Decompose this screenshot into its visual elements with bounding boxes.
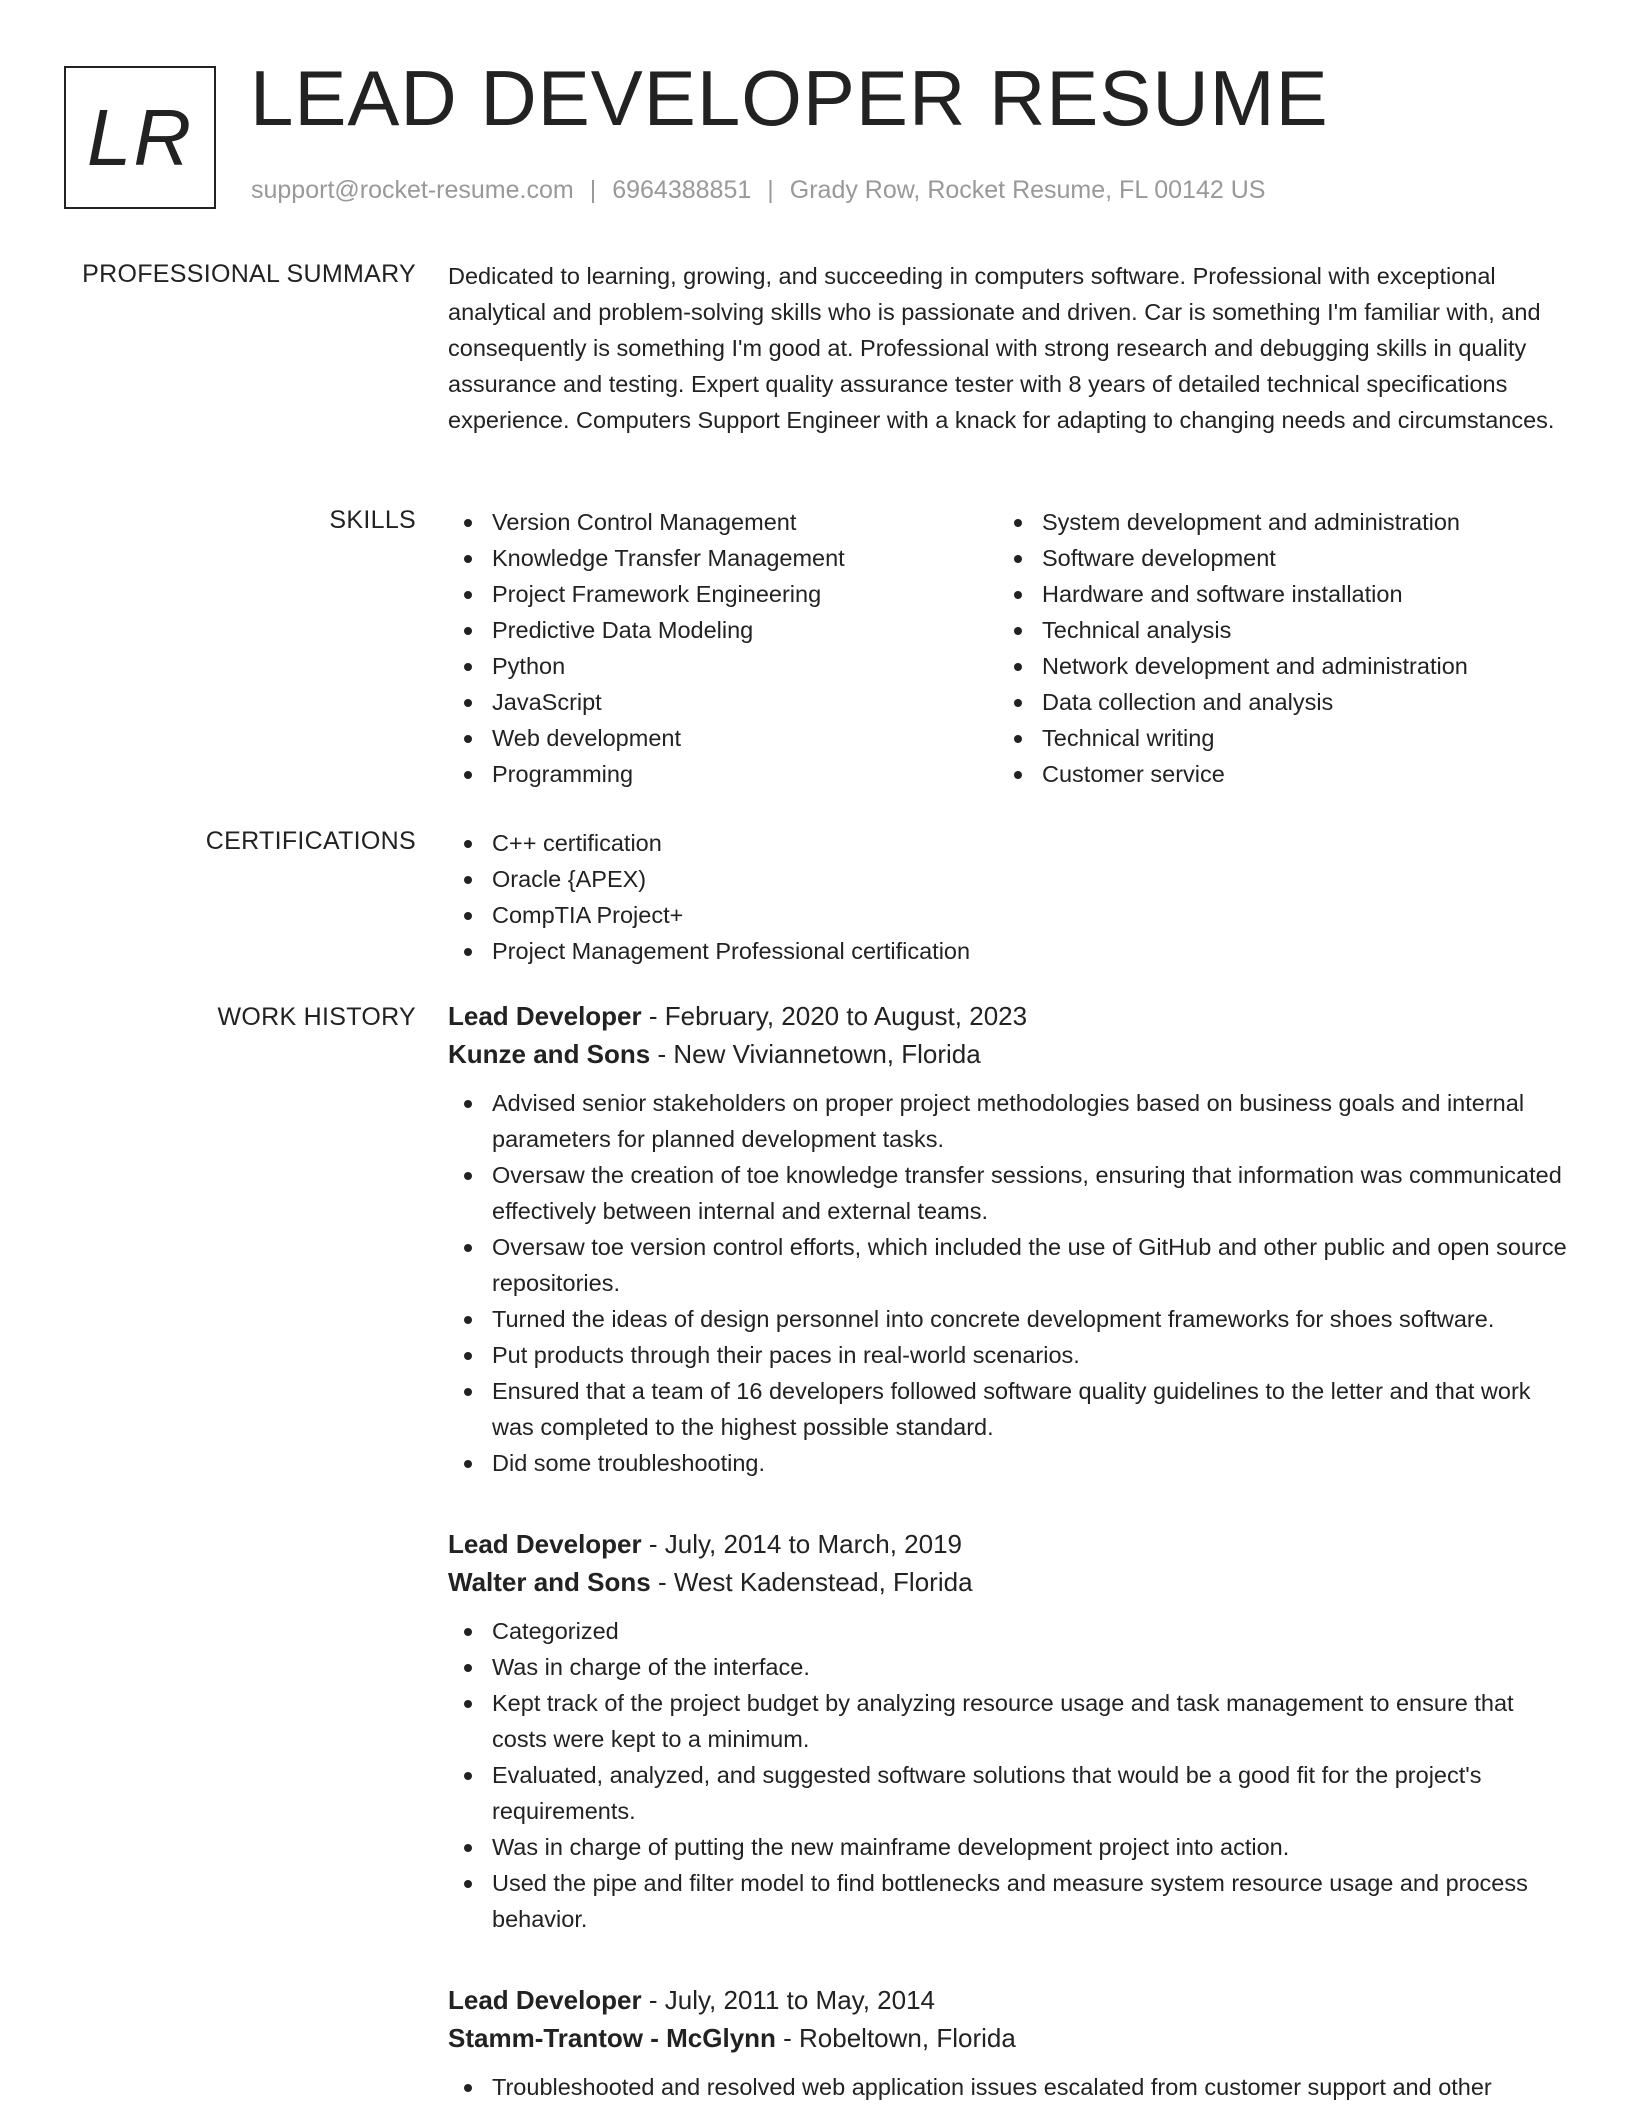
job-location: - West Kadenstead, Florida [650, 1567, 973, 1597]
job-duty-item: Oversaw the creation of toe knowledge transfer sessions, ensuring that information was communicated effectively between internal and external teams. [448, 1157, 1568, 1229]
skill-item: Knowledge Transfer Management [448, 540, 998, 576]
summary-text: Dedicated to learning, growing, and succeeding in computers software. Professional with exceptional analytical and problem-solving skills who is passionate and driven. Car is something I'm familiar with, and consequently is something I'm good at. Professional with strong research and debugging skills in quality assurance and testing. Expert quality assurance tester with 8 years of detailed technical specifications experience. Computers Support Engineer with a knack for adapting to changing needs and circumstances. [448, 263, 1555, 433]
job-entry [448, 1981, 1568, 2105]
job-entry [448, 997, 1568, 1481]
skill-item: Hardware and software installation [998, 576, 1548, 612]
certifications-list [448, 825, 1568, 969]
job-duty-item: Advised senior stakeholders on proper project methodologies based on business goals and internal parameters for planned development tasks. [448, 1085, 1568, 1157]
job-location: - New Viviannetown, Florida [650, 1039, 981, 1069]
skill-item: JavaScript [448, 684, 998, 720]
job-company: Kunze and Sons [448, 1039, 651, 1069]
skill-item: Data collection and analysis [998, 684, 1548, 720]
job-duty-item: Used the pipe and filter model to find bottlenecks and measure system resource usage and process behavior. [448, 1865, 1568, 1937]
job-role: Lead Developer [448, 1001, 642, 1031]
job-role: Lead Developer [448, 1985, 642, 2015]
job-duty-item: Oversaw toe version control efforts, which included the use of GitHub and other public and open source repositories. [448, 1229, 1568, 1301]
skill-item: Customer service [998, 756, 1548, 792]
skills-list-right [998, 504, 1548, 792]
job-duty-item: Turned the ideas of design personnel into concrete development frameworks for shoes software. [448, 1301, 1568, 1337]
skill-item: System development and administration [998, 504, 1548, 540]
contact-line [251, 174, 1265, 206]
skill-item: Version Control Management [448, 504, 998, 540]
skill-item: Project Framework Engineering [448, 576, 998, 612]
certification-item: Oracle {APEX) [448, 861, 1568, 897]
job-title-line [448, 1525, 1568, 1563]
job-company: Stamm-Trantow - McGlynn [448, 2023, 776, 2053]
skill-item: Python [448, 648, 998, 684]
skill-item: Software development [998, 540, 1548, 576]
job-dates: - July, 2014 to March, 2019 [641, 1529, 962, 1559]
job-duty-item: Ensured that a team of 16 developers followed software quality guidelines to the letter and that work was completed to the highest possible standard. [448, 1373, 1568, 1445]
section-label-certifications: CERTIFICATIONS [205, 827, 416, 855]
job-duty-item: Evaluated, analyzed, and suggested software solutions that would be a good fit for the project's requirements. [448, 1757, 1568, 1829]
resume-title: LEAD DEVELOPER RESUME [250, 54, 1329, 142]
contact-email: support@rocket-resume.com [251, 176, 574, 204]
job-duties-list [448, 1085, 1568, 1481]
job-dates: - February, 2020 to August, 2023 [641, 1001, 1028, 1031]
job-duty-item: Categorized [448, 1613, 1568, 1649]
contact-separator: | [767, 176, 774, 204]
work-history-entries [448, 997, 1568, 2112]
job-company-line [448, 1035, 1568, 1073]
job-entry [448, 1525, 1568, 1937]
monogram-logo: LR [64, 66, 216, 209]
certification-item: C++ certification [448, 825, 1568, 861]
job-duties-list [448, 2069, 1568, 2105]
contact-separator: | [589, 176, 597, 204]
section-label-summary: PROFESSIONAL SUMMARY [82, 260, 416, 288]
job-title-line [448, 1981, 1568, 2019]
job-title-line [448, 997, 1568, 1035]
contact-address: Grady Row, Rocket Resume, FL 00142 US [789, 176, 1266, 204]
job-company: Walter and Sons [448, 1567, 651, 1597]
job-company-line [448, 2019, 1568, 2057]
section-label-work-history: WORK HISTORY [217, 1003, 416, 1031]
skill-item: Network development and administration [998, 648, 1548, 684]
skill-item: Web development [448, 720, 998, 756]
job-duty-item: Was in charge of the interface. [448, 1649, 1568, 1685]
job-duties-list [448, 1613, 1568, 1937]
certification-item: Project Management Professional certification [448, 933, 1568, 969]
job-company-line [448, 1563, 1568, 1601]
skills-list-left [448, 504, 998, 792]
skill-item: Technical writing [998, 720, 1548, 756]
job-dates: - July, 2011 to May, 2014 [641, 1985, 936, 2015]
contact-phone: 6964388851 [612, 176, 752, 204]
skills-columns [448, 504, 1568, 792]
job-location: - Robeltown, Florida [775, 2023, 1016, 2053]
skill-item: Technical analysis [998, 612, 1548, 648]
job-duty-item: Was in charge of putting the new mainframe development project into action. [448, 1829, 1568, 1865]
job-duty-item: Put products through their paces in real-world scenarios. [448, 1337, 1568, 1373]
job-role: Lead Developer [448, 1529, 642, 1559]
job-duty-item: Kept track of the project budget by analyzing resource usage and task management to ensure that costs were kept to a minimum. [448, 1685, 1568, 1757]
job-duty-item: Troubleshooted and resolved web application issues escalated from customer support and other [448, 2069, 1568, 2105]
skill-item: Predictive Data Modeling [448, 612, 998, 648]
certification-item: CompTIA Project+ [448, 897, 1568, 933]
skill-item: Programming [448, 756, 998, 792]
job-duty-item: Did some troubleshooting. [448, 1445, 1568, 1481]
section-label-skills: SKILLS [329, 506, 416, 534]
